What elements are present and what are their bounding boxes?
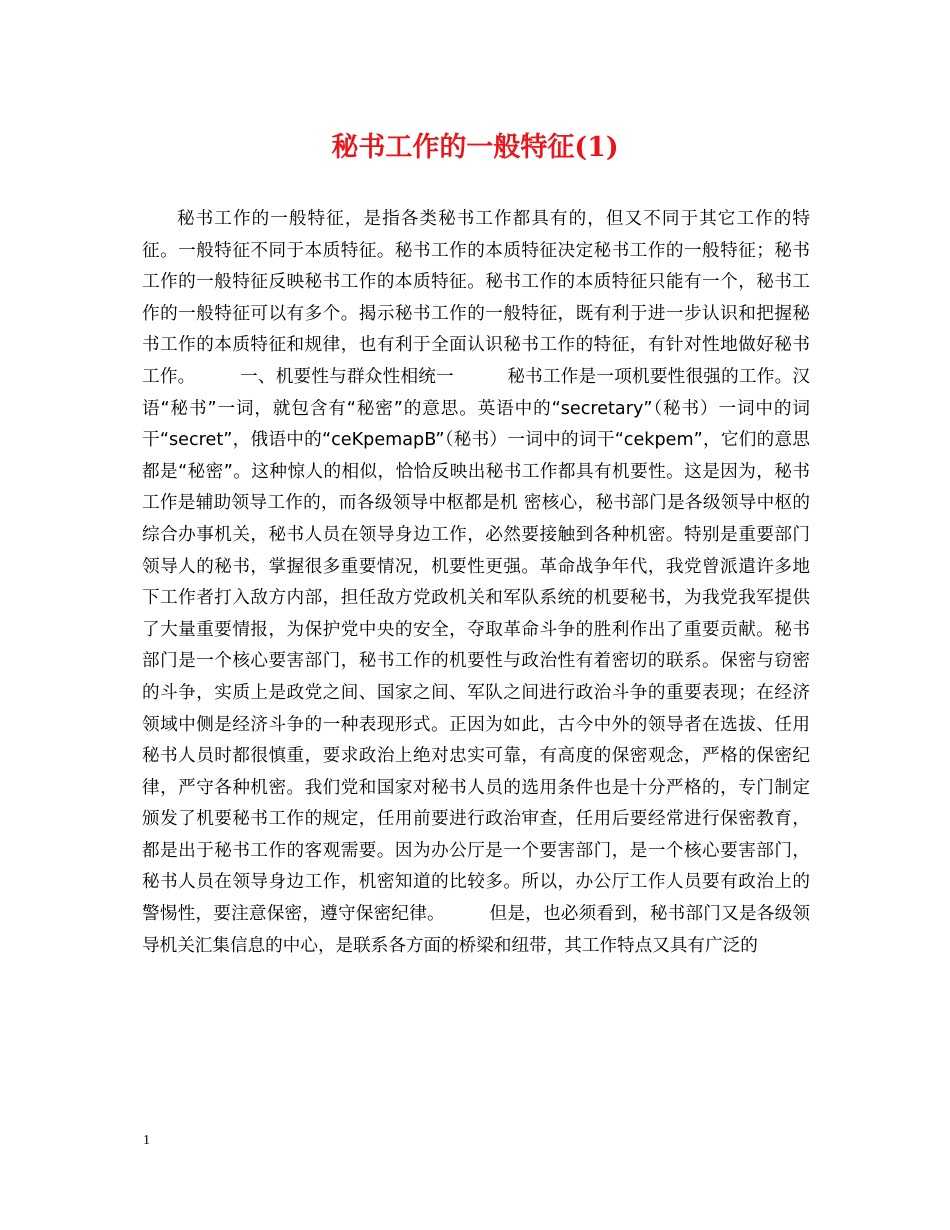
page-number: 1 bbox=[143, 1133, 150, 1148]
document-title: 秘书工作的一般特征(1) bbox=[331, 132, 619, 163]
document-body-paragraph: 秘书工作的一般特征，是指各类秘书工作都具有的，但又不同于其它工作的特征。一般特征不同于本质特征。秘书工作的本质特征决定秘书工作的一般特征；秘书工作的一般特征反映秘书工作的本质特征。秘书工作的本质特征只能有一个，秘书工作的一般特征可以有多个。揭示秘书工作的一般特征，既有利于进一步认识和把握秘书工作的本质特征和规律，也有利于全面认识秘书工作的特征，有针对性地做好秘书工作。 一、机要性与群众性相统一 秘书工作是一项机要性很强的工作。汉语“秘书”一词，就包含有“秘密”的意思。英语中的“secretary”（秘书）一词中的词干“secret”，俄语中的“ceKpemapB”（秘书）一词中的词干“cekpem”，它们的意思都是“秘密”。这种惊人的相似，恰恰反映出秘书工作都具有机要性。这是因为，秘书工作是辅助领导工作的，而各级领导中枢都是机 密核心，秘书部门是各级领导中枢的综合办事机关，秘书人员在领导身边工作，必然要接触到各种机密。特别是重要部门领导人的秘书，掌握很多重要情况，机要性更强。革命战争年代，我党曾派遣许多地下工作者打入敌方内部，担任敌方党政机关和军队系统的机要秘书，为我党我军提供了大量重要情报，为保护党中央的安全，夺取革命斗争的胜利作出了重要贡献。秘书部门是一个核心要害部门，秘书工作的机要性与政治性有着密切的联系。保密与窃密的斗争，实质上是政党之间、国家之间、军队之间进行政治斗争的重要表现；在经济领域中侧是经济斗争的一种表现形式。正因为如此，古今中外的领导者在选拔、任用秘书人员时都很慎重，要求政治上绝对忠实可靠，有高度的保密观念，严格的保密纪律，严守各种机密。我们党和国家对秘书人员的选用条件也是十分严格的，专门制定颁发了机要秘书工作的规定，任用前要进行政治审查，任用后要经常进行保密教育，都是出于秘书工作的客观需要。因为办公厅是一个要害部门，是一个核心要害部门，秘书人员在领导身边工作，机密知道的比较多。所以，办公厅工作人员要有政治上的警惕性，要注意保密，遵守保密纪律。 但是，也必须看到，秘书部门又是各级领导机关汇集信息的中心，是联系各方面的桥梁和纽带，其工作特点又具有广泛的 bbox=[142, 209, 810, 956]
